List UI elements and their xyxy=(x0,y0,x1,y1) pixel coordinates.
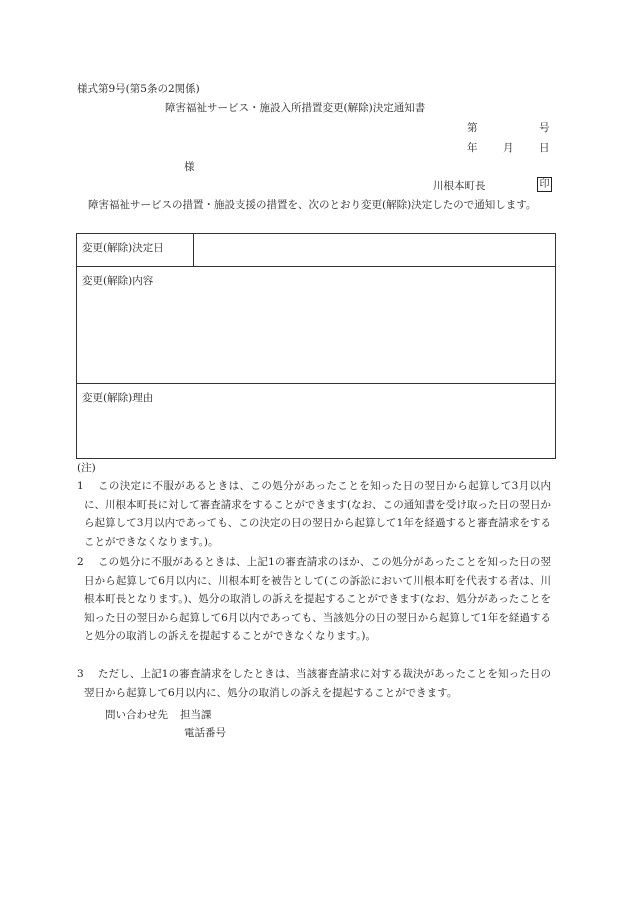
content-row xyxy=(77,267,556,384)
note-number: 3 xyxy=(77,668,84,680)
seal-mark: 印 xyxy=(537,177,552,192)
addressee-suffix: 様 xyxy=(184,161,195,173)
contact-phone: 電話番号 xyxy=(184,727,226,739)
notes-heading: (注) xyxy=(77,462,96,474)
note-item xyxy=(77,665,551,702)
reason-label: 変更(解除)理由 xyxy=(77,384,556,459)
decision-date-row xyxy=(77,234,556,267)
date-year-label: 年 xyxy=(467,142,478,154)
note-item xyxy=(77,553,551,646)
note-item xyxy=(77,477,551,551)
number-label-go: 号 xyxy=(539,122,550,134)
date-day-label: 日 xyxy=(539,142,550,154)
note-number: 1 xyxy=(77,480,84,492)
form-number: 様式第9号(第5条の2関係) xyxy=(77,83,200,95)
note-number: 2 xyxy=(77,556,84,568)
note-text: ただし、上記1の審査請求をしたときは、当該審査請求に対する裁決があったことを知った日の翌日から起算して6月以内に、処分の取消しの訴えを提起することができます。 xyxy=(84,668,551,699)
number-label-dai: 第 xyxy=(467,122,478,134)
note-text: この処分に不服があるときは、上記1の審査請求のほか、この処分があったことを知った日の翌日から起算して6月以内に、川根本町を被告として(この訴訟において川根本町を代表する者は、川根本町長となります。)、処分の取消しの訴えを提起することができます(なお、処分があったことを知った日の翌日から起算して6月以内であっても、当該処分の日の翌日から起算して1年を経過すると処分の取消しの訴えを提起することができなくなります。)。 xyxy=(84,556,551,642)
document-title: 障害福祉サービス・施設入所措置変更(解除)決定通知書 xyxy=(165,102,426,114)
decision-table xyxy=(76,233,556,459)
note-text: この決定に不服があるときは、この処分があったことを知った日の翌日から起算して3月以内に、川根本町長に対して審査請求をすることができます(なお、この通知書を受け取った日の翌日から起算して3月以内であっても、この決定の日の翌日から起算して1年を経過すると審査請求をすることができなくなります。)。 xyxy=(84,480,551,548)
issuer-name: 川根本町長 xyxy=(433,180,486,192)
content-label: 変更(解除)内容 xyxy=(77,267,556,384)
date-month-label: 月 xyxy=(503,142,514,154)
decision-date-value xyxy=(194,234,556,267)
reason-row xyxy=(77,384,556,459)
intro-paragraph: 障害福祉サービスの措置・施設支援の措置を、次のとおり変更(解除)決定したので通知します。 xyxy=(88,199,537,211)
contact-department: 担当課 xyxy=(180,709,212,721)
contact-label: 問い合わせ先 xyxy=(105,709,168,721)
decision-date-label: 変更(解除)決定日 xyxy=(77,234,194,267)
